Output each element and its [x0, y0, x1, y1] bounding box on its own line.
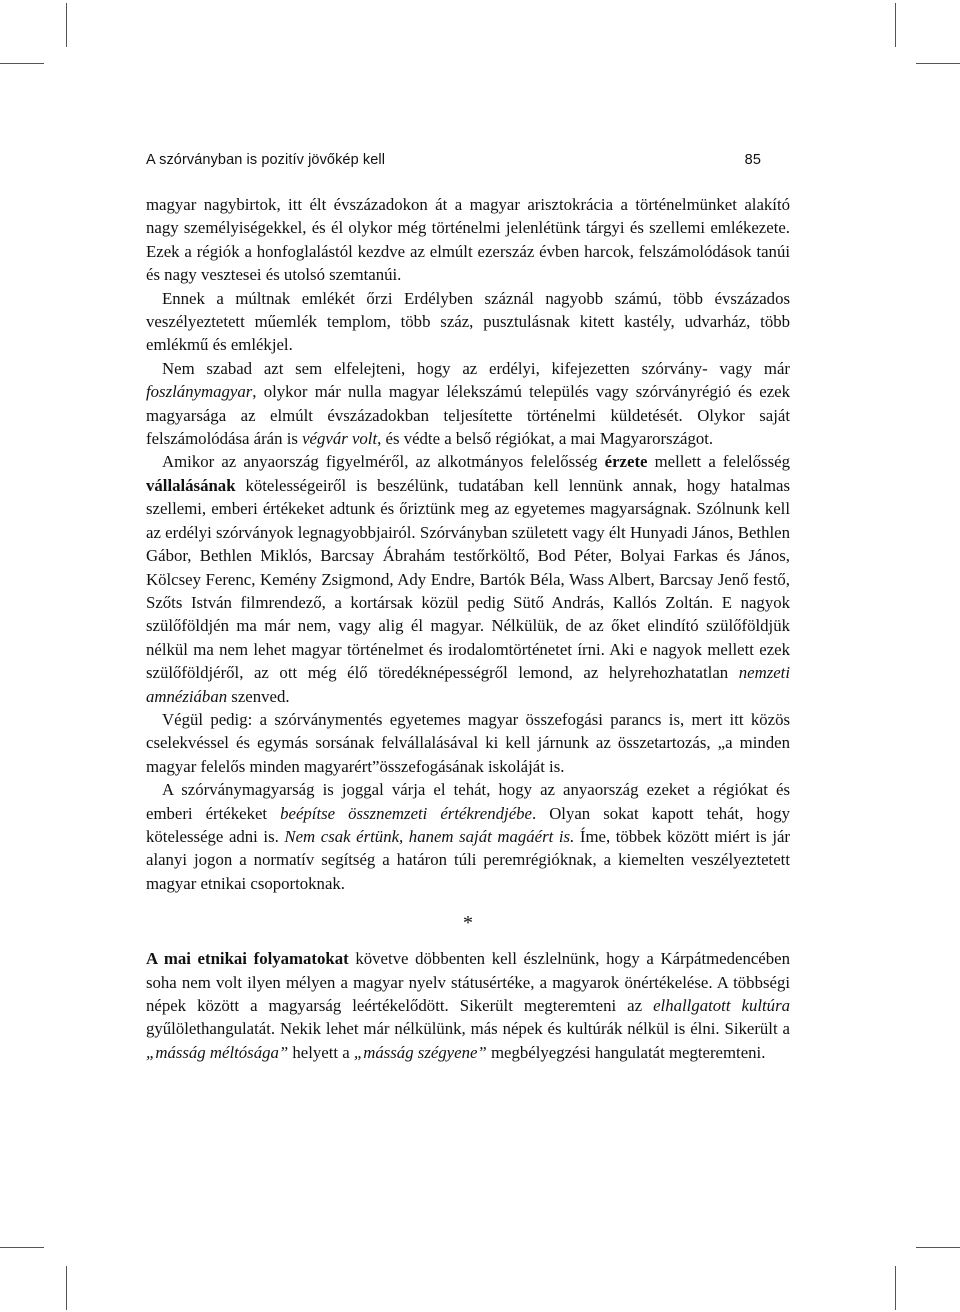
text-span: Nem szabad azt sem elfelejteni, hogy az erdélyi, kifejezetten szórvány- vagy már — [162, 358, 790, 378]
text-span: követve döbbenten kell észlelnünk, hogy a Kárpátmedencében soha nem volt ilyen mélyen a magyar nyelv státusértéke, a magyarok önértékelése. A többségi népek között a magyarság leértékelődött. Sikerült megteremteni az — [146, 949, 790, 1015]
text-span: . Olyan sokat kapott tehát, hogy kötelessége adni is. — [146, 803, 790, 846]
text-span: helyett a — [288, 1042, 354, 1062]
text-span: mellett a felelősség — [647, 452, 791, 472]
text-span: „másság méltósága” — [146, 1042, 289, 1062]
text-span: Íme, többek között miért is jár alanyi jogon a normatív segítség a határon túli peremrégióknak, a kiemelten veszélyeztetett magyar etnikai csoportoknak. — [146, 826, 791, 893]
paragraph — [146, 193, 790, 287]
text-span: nemzeti amnéziában — [146, 663, 790, 706]
crop-mark-top-left — [66, 3, 67, 47]
text-span: Végül pedig: a szórványmentés egyetemes magyar összefogási parancs is, mert itt közös cselekvéssel és egymás sorsának felvállalásával ki kell járnunk az összetartozás, „a minden magyar felelős minden magyarért”összefogásának iskoláját is. — [146, 709, 790, 776]
crop-mark-bottom-right — [895, 1266, 896, 1310]
text-span: vállalásának — [146, 475, 236, 495]
text-span: kötelességeiről is beszélünk, tudatában kell lennünk annak, hogy hatalmas szellemi, emberi értékeket adtunk és őriztünk meg az egyetemes magyarságnak. Szólnunk kell az erdélyi szórványok legnagyobbjairól. Szórványban született vagy élt Hunyadi János, Bethlen Gábor, Bethlen Miklós, Barcsay Ábrahám testőrköltő, Bod Péter, Bolyai Farkas és János, Kölcsey Ferenc, Kemény Zsigmond, Ady Endre, Bartók Béla, Wass Albert, Barcsay Jenő festő, Szőts István filmrendező, a kortársak közül pedig Sütő András, Kallós Zoltán. E nagyok szülőföldjén ma már nem, vagy alig él magyar. Nélkülük, de az őket elindító szülőföldjük nélkül ma nem lehet magyar történelmet és irodalomtörténetet írni. Aki e nagyok mellett ezek szülőföldjéről, az ott még élő töredéknépességről lemond, az helyrehozhatatlan — [146, 475, 790, 683]
crop-mark-bottom-right-h — [916, 1247, 960, 1248]
crop-mark-bottom-left-h — [0, 1247, 44, 1248]
text-span: végvár volt — [302, 429, 378, 449]
section-separator: * — [463, 912, 473, 935]
text-span: „másság szégyene” — [353, 1042, 487, 1062]
text-span: gyűlölethangulatát. Nekik lehet már nélkülünk, más népek és kultúrák nélkül is élni. Sikerült a — [146, 1019, 790, 1039]
text-span: beépítse össznemzeti értékrendjébe — [280, 803, 532, 823]
running-title: A szórványban is pozitív jövőkép kell — [146, 152, 386, 168]
paragraph — [146, 357, 790, 451]
text-span: A szórványmagyarság is joggal várja el tehát, hogy az anyaország ezeket a régiókat és emberi értékeket — [146, 780, 790, 823]
text-span: A mai etnikai folyamatokat — [146, 949, 349, 969]
text-span: Ennek a múltnak emlékét őrzi Erdélyben száznál nagyobb számú, több évszázados veszélyeztetett műemlék templom, több száz, pusztulásnak kitett kastély, udvarház, több emlékmű és emlékjel. — [146, 288, 790, 355]
crop-mark-top-left-h — [0, 63, 44, 64]
text-span: , és védte a belső régiókat, a mai Magyarországot. — [377, 429, 714, 449]
body-text — [146, 193, 790, 1064]
text-span: szenved. — [227, 686, 290, 706]
page-number: 85 — [744, 152, 761, 168]
text-span: Amikor az anyaország figyelméről, az alkotmányos felelősség — [162, 452, 605, 472]
text-span: megbélyegzési hangulatát megteremteni. — [486, 1042, 766, 1062]
paragraph — [146, 947, 790, 1064]
running-header — [146, 152, 761, 168]
paragraph — [146, 450, 790, 707]
paragraph — [146, 778, 790, 895]
crop-mark-top-right-h — [916, 63, 960, 64]
text-span: elhallgatott kultúra — [653, 996, 790, 1015]
text-span: Nem csak értünk, hanem saját magáért is. — [284, 826, 575, 846]
text-span: magyar nagybirtok, itt élt évszázadokon át a magyar arisztokrácia a történelmünket alakító nagy személyiségekkel, és él olykor még történelmi jelenlétünk tárgyi és szellemi emlékezete. Ezek a régiók a honfoglalástól kezdve az elmúlt ezerszáz évben harcok, felszámolódások tanúi és nagy vesztesei és utolsó szemtanúi. — [146, 195, 790, 285]
paragraph — [146, 708, 790, 778]
text-span: érzete — [604, 452, 648, 472]
text-span: , olykor már nulla magyar lélekszámú település vagy szórványrégió és ezek magyarsága az elmúlt évszázadokban teljesítette történelmi küldetését. Olykor saját felszámolódása árán is — [146, 382, 790, 449]
crop-mark-bottom-left — [66, 1266, 67, 1310]
paragraph — [146, 287, 790, 357]
text-span: foszlánymagyar — [146, 382, 253, 402]
crop-mark-top-right — [895, 3, 896, 47]
